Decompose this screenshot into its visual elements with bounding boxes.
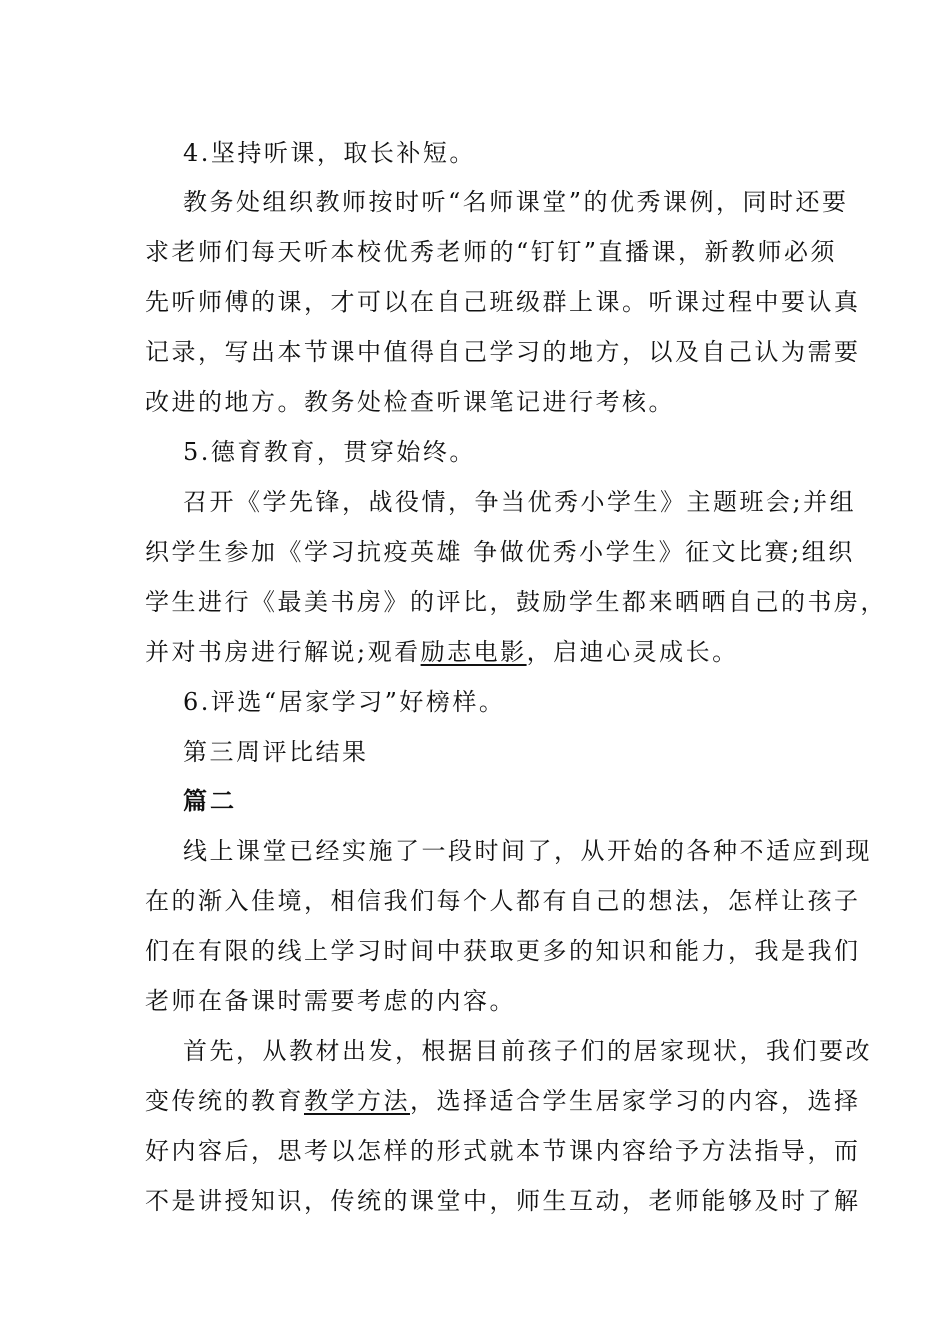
link-inspirational-movies[interactable]: 励志电影 [420, 638, 527, 666]
paragraph-line: 在的渐入佳境，相信我们每个人都有自己的想法，怎样让孩子 [145, 887, 861, 915]
paragraph-line: 先听师傅的课，才可以在自己班级群上课。听课过程中要认真 [145, 288, 861, 316]
paragraph-line: 线上课堂已经实施了一段时间了，从开始的各种不适应到现 [183, 837, 872, 865]
heading-4-listen-class: 4.坚持听课，取长补短。 [183, 139, 476, 167]
paragraph-line: 教务处组织教师按时听“名师课堂”的优秀课例，同时还要 [183, 188, 849, 216]
paragraph-line [145, 637, 739, 667]
text-segment: 并对书房进行解说;观看 [145, 638, 421, 666]
paragraph-line: 们在有限的线上学习时间中获取更多的知识和能力，我是我们 [145, 937, 861, 965]
heading-5-moral-education: 5.德育教育，贯穿始终。 [183, 438, 476, 466]
paragraph-line: 织学生参加《学习抗疫英雄 争做优秀小学生》征文比赛;组织 [145, 538, 855, 566]
paragraph-line [145, 1086, 861, 1116]
paragraph-line: 召开《学先锋，战役情，争当优秀小学生》主题班会;并组 [183, 488, 857, 516]
text-segment: ，选择适合学生居家学习的内容，选择 [410, 1087, 861, 1115]
paragraph-line: 学生进行《最美书房》的评比，鼓励学生都来晒晒自己的书房， [145, 588, 887, 616]
paragraph-line: 求老师们每天听本校优秀老师的“钉钉”直播课，新教师必须 [145, 238, 838, 266]
paragraph-line: 老师在备课时需要考虑的内容。 [145, 987, 516, 1015]
link-teaching-methods[interactable]: 教学方法 [304, 1087, 410, 1115]
paragraph-line: 记录，写出本节课中值得自己学习的地方，以及自己认为需要 [145, 338, 861, 366]
paragraph-line: 好内容后，思考以怎样的形式就本节课内容给予方法指导，而 [145, 1137, 861, 1165]
paragraph-line: 首先，从教材出发，根据目前孩子们的居家现状，我们要改 [183, 1037, 872, 1065]
paragraph-line: 改进的地方。教务处检查听课笔记进行考核。 [145, 388, 675, 416]
section-title: 篇二 [183, 786, 237, 815]
text-segment: 变传统的教育 [145, 1087, 304, 1115]
text-segment: ，启迪心灵成长。 [526, 638, 739, 666]
paragraph-line: 不是讲授知识，传统的课堂中，师生互动，老师能够及时了解 [145, 1187, 861, 1215]
heading-6-role-model: 6.评选“居家学习”好榜样。 [183, 688, 506, 716]
week-three-results: 第三周评比结果 [183, 738, 369, 766]
